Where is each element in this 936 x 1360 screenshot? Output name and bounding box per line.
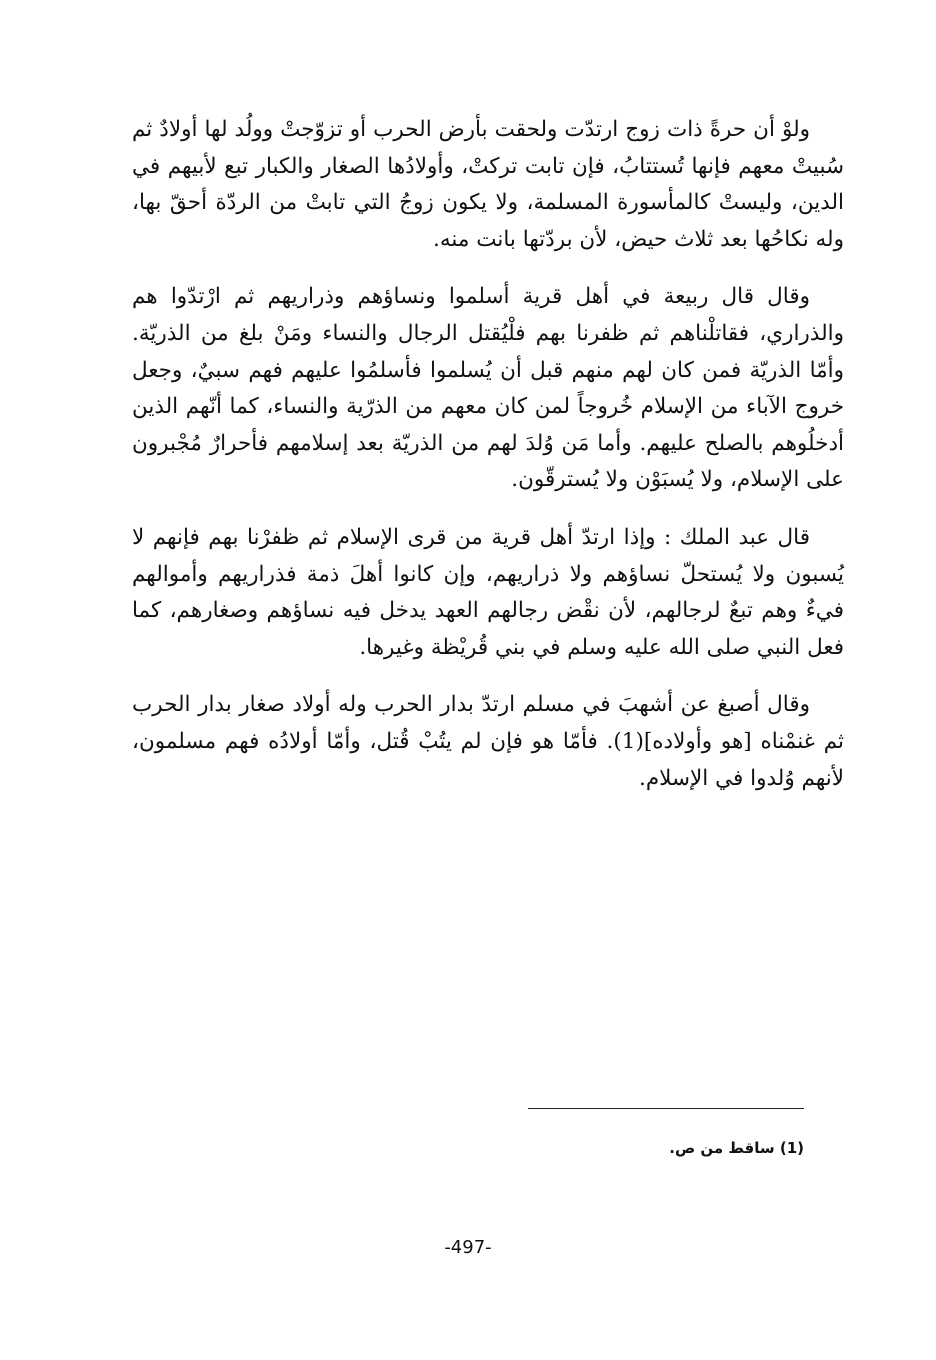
main-text	[132, 112, 844, 797]
footnote-separator	[528, 1108, 804, 1109]
paragraph-3: قال عبد الملك : وإذا ارتدّ أهل قرية من قرى الإسلام ثم ظفرْنا بهم فإنهم لا يُسبون ولا يُستحلّ نساؤهم ولا ذراريهم، وإن كانوا أهلَ ذمة فذراريهم وأموالهم فيءٌ وهم تبعٌ لرجالهم، لأن نقْض رجالهم العهد يدخل فيه نساؤهم وصغارهم، كما فعل النبي صلى الله عليه وسلم في بني قُريْظة وغيرها.	[132, 524, 844, 660]
page-number: -497-	[444, 1237, 492, 1258]
paragraph-4: وقال أصبغ عن أشهبَ في مسلم ارتدّ بدار الحرب وله أولاد صغار بدار الحرب ثم غنمْناه [هو وأولاده](1). فأمّا هو فإن لم يتُبْ قُتل، وأمّا أولادُه فهم مسلمون، لأنهم وُلدوا في الإسلام.	[132, 692, 844, 791]
paragraph-2: وقال قال ربيعة في أهل قرية أسلموا ونساؤهم وذراريهم ثم ارْتدّوا هم والذراري، فقاتلْناهم ثم ظفرنا بهم فلْيُقتل الرجال والنساء ومَنْ بلغ من الذريّة. وأمّا الذريّة فمن كان لهم منهم قبل أن يُسلموا فأسلمُوا عليهم فهم سبيٌ، وجعل خروج الآباء من الإسلام خُروجاً لمن كان معهم من الذرّية والنساء، كما أنّهم الذين أدخلُوهم بالصلح عليهم. وأما مَن وُلدَ لهم من الذريّة بعد إسلامهم فأحرارٌ مُجْبرون على الإسلام، ولا يُسبَوْن ولا يُسترقّون.	[132, 284, 844, 493]
paragraph-1: ولوْ أن حرةً ذات زوج ارتدّت ولحقت بأرض الحرب أو تزوّجتْ وولُد لها أولادٌ ثم سُبيتْ معهم فإنها تُستتابُ، فإن تابت تركتْ، وأولادُها الصغار والكبار تبع لأبيهم في الدين، وليستْ كالمأسورة المسلمة، ولا يكون زوجُ التي تابتْ من الردّة أحقّ بها، وله نكاحُها بعد ثلاث حيض، لأن بردّتها بانت منه.	[132, 117, 844, 252]
footnote: (1) ساقط من ص.	[669, 1139, 804, 1157]
